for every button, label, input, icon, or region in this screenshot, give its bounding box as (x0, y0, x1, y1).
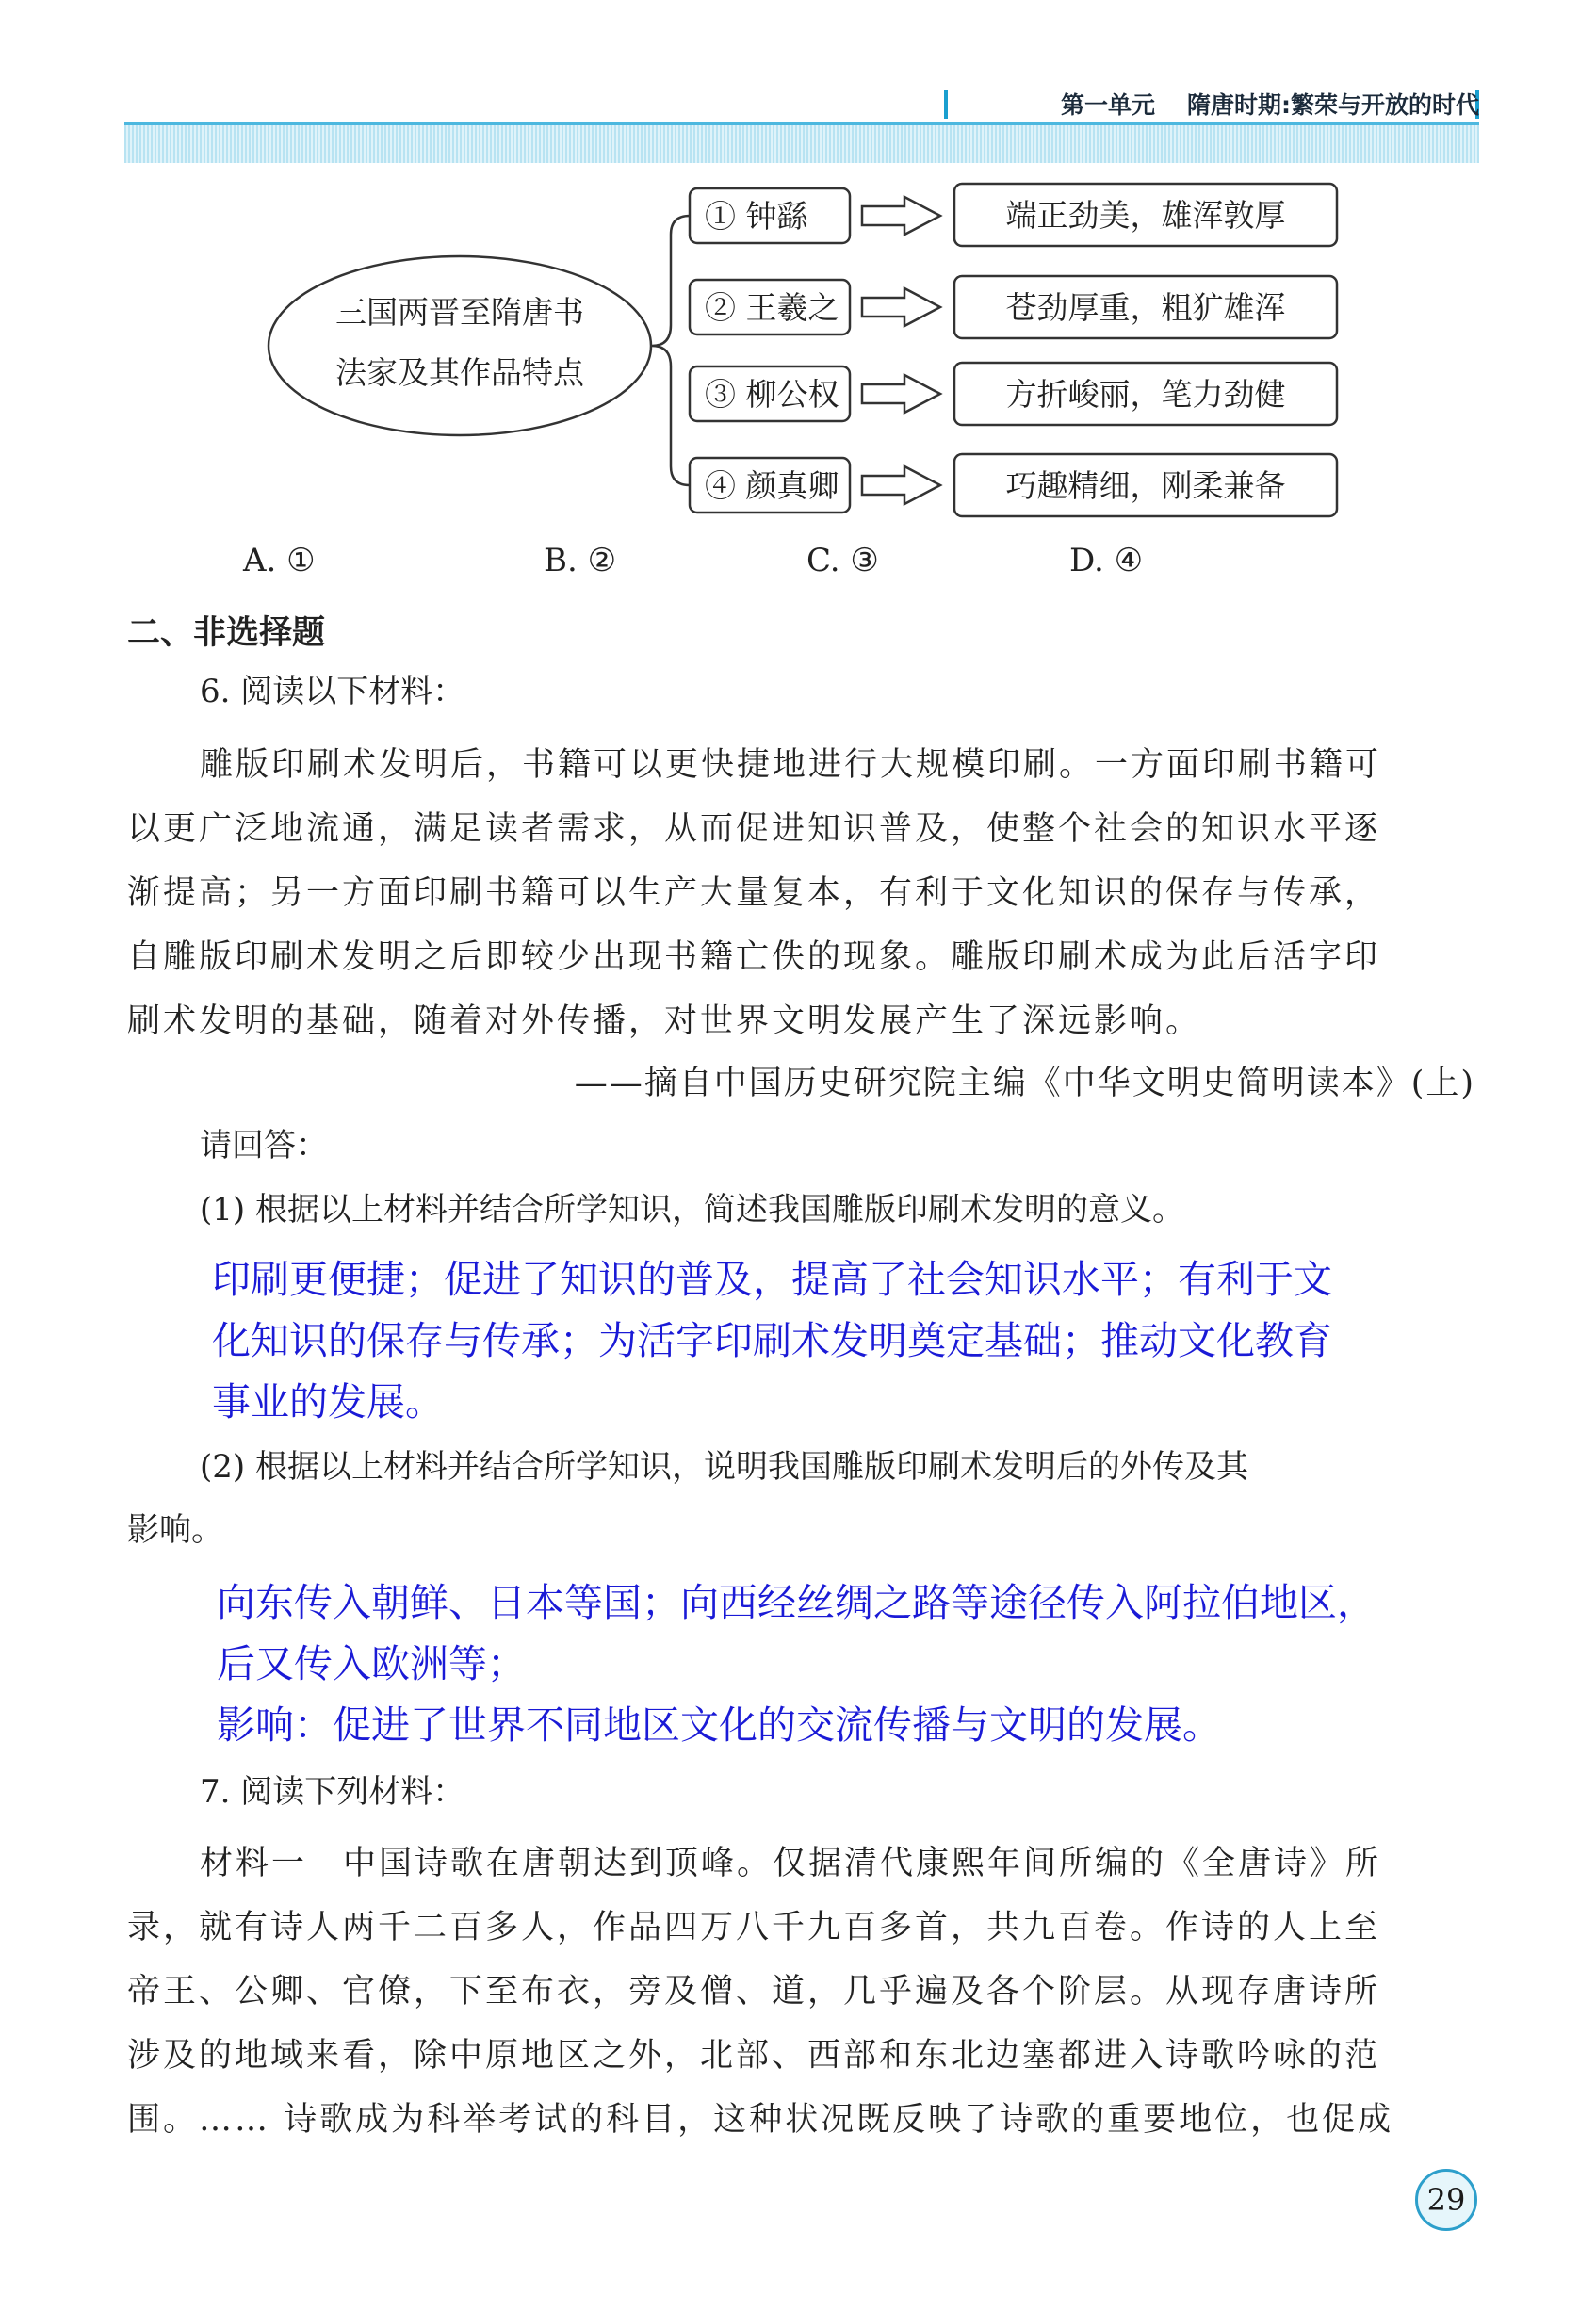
header-band (124, 122, 1479, 163)
name-1: ① 钟繇 (705, 198, 808, 235)
center-ellipse (269, 256, 651, 435)
q7-intro: 7. 阅读下列材料： (200, 1773, 465, 1811)
feature-4: 巧趣精细，刚柔兼备 (1005, 467, 1286, 504)
q6-sub2: (2) 根据以上材料并结合所学知识，说明我国雕版印刷术发明后的外传及其 (200, 1448, 1248, 1486)
option-a[interactable]: A. ① (243, 542, 316, 579)
header-bar-left (944, 90, 948, 119)
unit-title: 隋唐时期:繁荣与开放的时代 (1187, 91, 1479, 119)
q6-sub1: (1) 根据以上材料并结合所学知识，简述我国雕版印刷术发明的意义。 (200, 1191, 1184, 1229)
q7-material-line: 涉及的地域来看，除中原地区之外，北部、西部和东北边塞都进入诗歌吟咏的范 (127, 2037, 1381, 2075)
name-2: ② 王羲之 (705, 289, 839, 326)
q6-material-line: 雕版印刷术发明后，书籍可以更快捷地进行大规模印刷。一方面印刷书籍可 (200, 746, 1382, 784)
header-title (1061, 87, 1479, 121)
answer-line: 向东传入朝鲜、日本等国；向西经丝绸之路等途径传入阿拉伯地区， (217, 1580, 1376, 1625)
q6-material-line: 渐提高；另一方面印刷书籍可以生产大量复本，有利于文化知识的保存与传承， (127, 874, 1381, 912)
q6-intro: 6. 阅读以下材料： (200, 673, 465, 710)
q6-sub2-cont: 影响。 (127, 1511, 223, 1549)
option-b[interactable]: B. ② (544, 542, 617, 579)
feature-2: 苍劲厚重，粗犷雄浑 (1005, 289, 1286, 326)
q7-material-line: 材料一 中国诗歌在唐朝达到顶峰。仅据清代康熙年间所编的《全唐诗》所 (200, 1845, 1382, 1882)
q7-material-line: 围。…… 诗歌成为科举考试的科目，这种状况既反映了诗歌的重要地位，也促成 (127, 2101, 1394, 2139)
option-c[interactable]: C. ③ (806, 542, 879, 579)
answer-line: 影响：促进了世界不同地区文化的交流传播与文明的发展。 (217, 1702, 1221, 1748)
brace (652, 216, 690, 485)
unit-label: 第一单元 (1060, 91, 1155, 119)
q6-material-line: 刷术发明的基础，随着对外传播，对世界文明发展产生了深远影响。 (127, 1002, 1202, 1040)
arrow-3 (862, 375, 940, 413)
center-line1: 三国两晋至隋唐书 (335, 294, 584, 331)
answer-line: 化知识的保存与传承；为活字印刷术发明奠定基础；推动文化教育 (212, 1318, 1332, 1363)
section-title: 二、非选择题 (127, 614, 326, 652)
feature-1: 端正劲美，雄浑敦厚 (1005, 197, 1286, 234)
name-4: ④ 颜真卿 (705, 467, 839, 504)
q6-ask: 请回答： (200, 1127, 328, 1164)
feature-3: 方折峻丽，笔力劲健 (1005, 376, 1286, 413)
arrow-1 (862, 197, 940, 235)
answer-line: 事业的发展。 (212, 1379, 444, 1425)
arrow-2 (862, 288, 940, 326)
name-3: ③ 柳公权 (705, 376, 839, 413)
q7-material-line: 录，就有诗人两千二百多人，作品四万八千九百多首，共九百卷。作诗的人上至 (127, 1909, 1381, 1946)
answer-line: 印刷更便捷；促进了知识的普及，提高了社会知识水平；有利于文 (212, 1257, 1332, 1302)
calligraphy-diagram (264, 174, 1357, 532)
answer-line: 后又传入欧洲等； (217, 1641, 526, 1686)
option-d[interactable]: D. ④ (1069, 542, 1144, 579)
q6-source: ——摘自中国历史研究院主编《中华文明史简明读本》(上) (574, 1065, 1475, 1102)
center-line2: 法家及其作品特点 (335, 354, 584, 391)
arrow-4 (862, 466, 940, 504)
q7-material-line: 帝王、公卿、官僚，下至布衣，旁及僧、道，几乎遍及各个阶层。从现存唐诗所 (127, 1973, 1381, 2011)
q6-material-line: 自雕版印刷术发明之后即较少出现书籍亡佚的现象。雕版印刷术成为此后活字印 (127, 938, 1381, 976)
q6-material-line: 以更广泛地流通，满足读者需求，从而促进知识普及，使整个社会的知识水平逐 (127, 810, 1381, 848)
page-number: 29 (1415, 2169, 1477, 2231)
